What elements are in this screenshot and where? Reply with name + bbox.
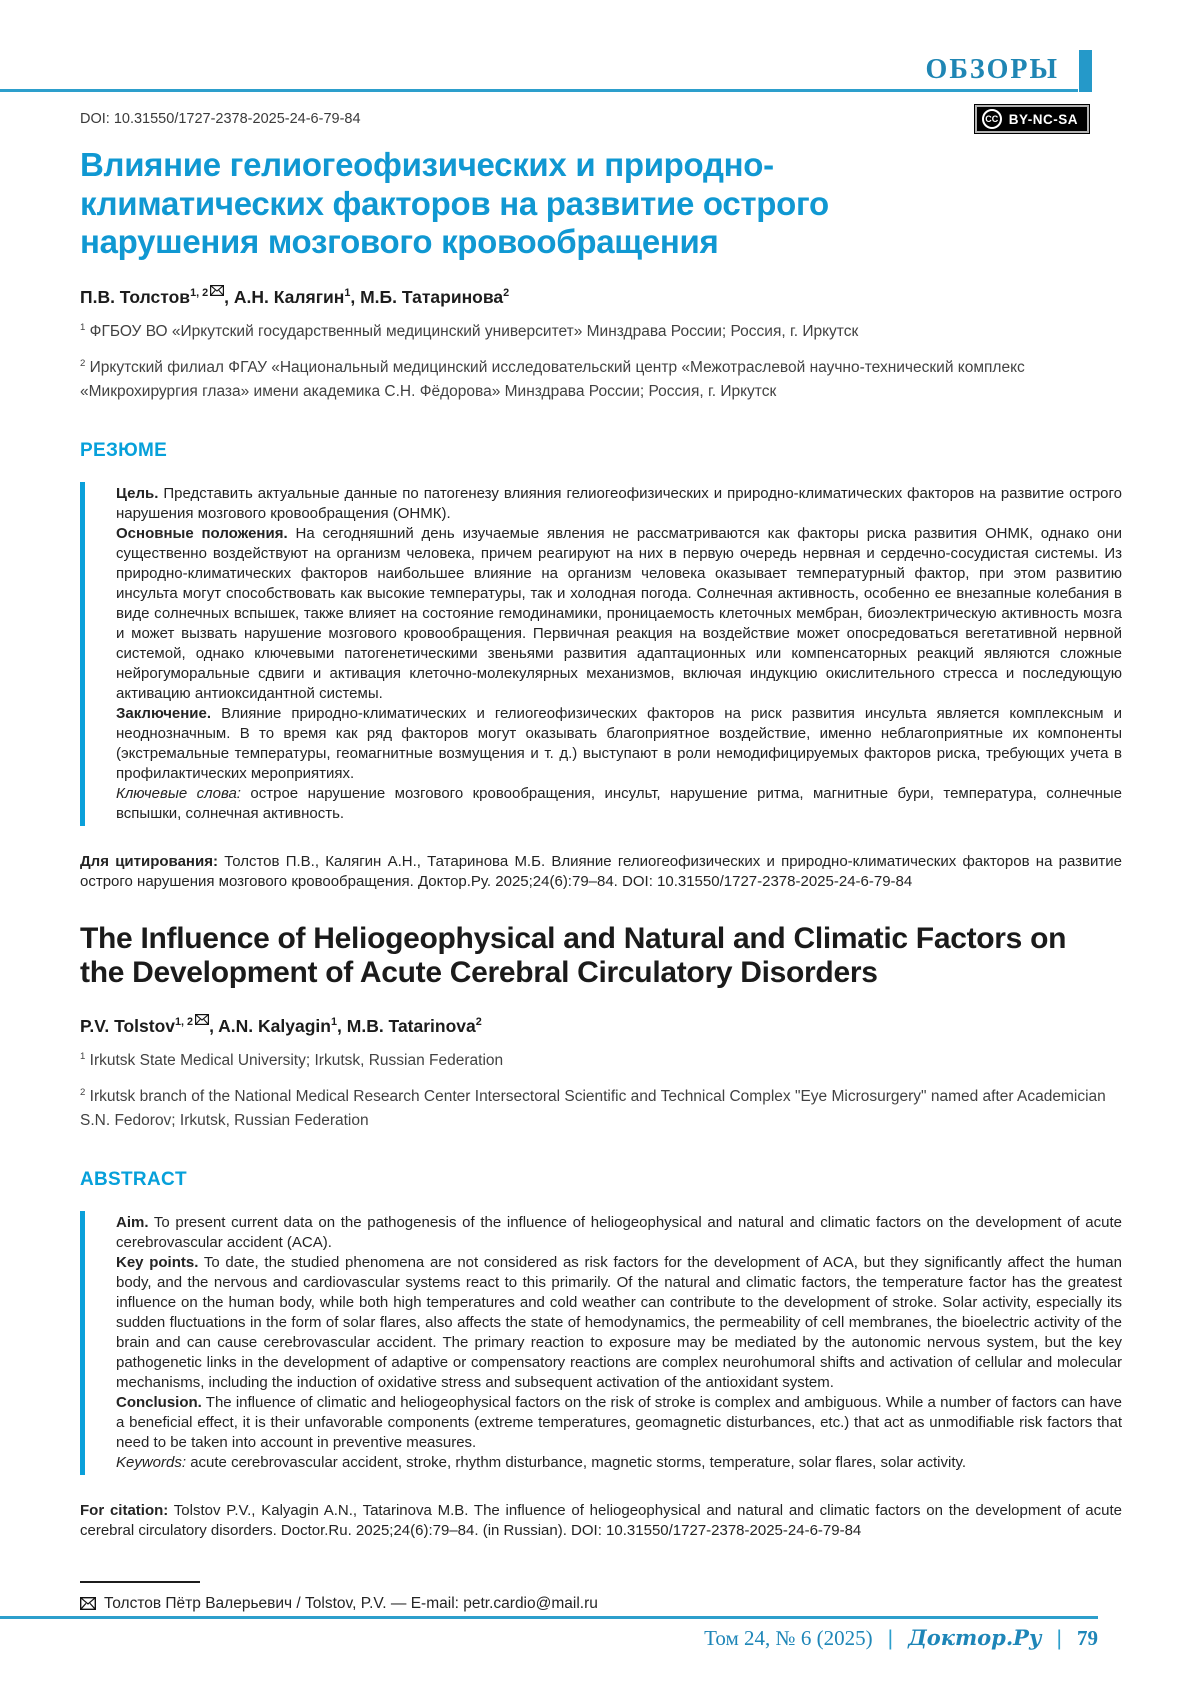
section-label: ОБЗОРЫ (925, 54, 1059, 85)
abstract-heading-en: ABSTRACT (80, 1168, 187, 1190)
abstract-conclusion-ru: Заключение. Влияние природно-климатических и гелиогеофизических факторов на риск развития инсульта является комплексным и неоднозначным. В то время как ряд факторов могут оказывать благоприятное воздействие, именно неблагоприятные их компоненты (экстремальные температуры, геомагнитные возмущения и т. д.) выступают в роли немодифицируемых факторов риска, требующих учета в профилактических мероприятиях. (116, 704, 1122, 782)
cc-license-badge[interactable] (974, 104, 1090, 134)
abstract-keypoints-ru: Основные положения. На сегодняшний день изучаемые явления не рассматриваются как факторы риска развития ОНМК, однако они существенно воздействуют на организм человека, причем реагируют на них в первую очередь нервная и сердечно-сосудистая системы. Из природно-климатических факторов наибольшее влияние на организм человека оказывает температурный фактор, при этом развитию инсульта могут способствовать как высокие температуры, так и холодная погода. Солнечная активность, особенно ее внезапные колебания в виде солнечных вспышек, также влияет на состояние гемодинамики, проницаемость клеточных мембран, биоэлектрическую активность мозга и может вызвать нарушение мозгового кровообращения. Первичная реакция на воздействие может опосредоваться вегетативной нервной системой, однако ключевыми патогенетическими звеньями развития адаптационных или компенсаторных реакций являются сложные нейрогуморальные сдвиги и активация клеточно-молекулярных механизмов, включая индукцию окислительного стресса и последующую активацию антиоксидантной системы. (116, 524, 1123, 702)
author: , A.N. Kalyagin$^1$ (209, 1016, 337, 1036)
page-number: 79 (1077, 1626, 1098, 1650)
cc-license-label: BY-NC-SA (1008, 111, 1078, 127)
abstract-block-en (80, 1211, 1122, 1475)
author: , М.Б. Татаринова$^2$ (350, 287, 509, 307)
journal-logo: Доктор.Ру (908, 1625, 1042, 1650)
section-header (0, 50, 1092, 92)
abstract-block-ru (80, 482, 1122, 826)
correspondence-line (80, 1595, 1122, 1613)
article-content (80, 146, 1122, 1613)
article-title-ru: Влияние гелиогеофизических и природно-климатических факторов на развитие острого нарушения мозгового кровообращения (80, 146, 829, 261)
doi-row (80, 104, 1090, 134)
abstract-conclusion-en: Conclusion. The influence of climatic and heliogeophysical factors on the risk of stroke is complex and ambiguous. While a number of factors can have a beneficial effect, it is their unfavorable components (extreme temperatures, geomagnetic disturbances, etc.) that act as unmodifiable risk factors that need to be taken into account in preventive measures. (116, 1393, 1122, 1451)
envelope-icon (80, 1597, 96, 1610)
footnote-rule (80, 1581, 200, 1583)
citation-en: For citation: Tolstov P.V., Kalyagin A.N., Tatarinova M.B. The influence of heliogeophysical and natural and climatic factors on the development of acute cerebral circulatory disorders. Doctor.Ru. 2025;24(6):79–84. (in Russian). DOI: 10.31550/1727-2378-2025-24-6-79-84 (80, 1501, 1122, 1539)
authors-ru (80, 280, 1122, 308)
abstract-keywords-en: Keywords: acute cerebrovascular accident, stroke, rhythm disturbance, magnetic storms, temperature, solar flares, solar activity. (116, 1453, 967, 1471)
section-accent-bar (1079, 50, 1092, 92)
authors-en (80, 1009, 1122, 1037)
cc-license-inner (977, 107, 1087, 131)
corresponding-author-icon (210, 280, 224, 301)
abstract-keypoints-en: Key points. To date, the studied phenomena are not considered as risk factors for the development of ACA, but they significantly affect the human body, and the nervous and cardiovascular systems react to this primarily. Of the natural and climatic factors, the temperature factor has the greatest influence on the human body, while both high temperatures and cold weather can contribute to the development of stroke. Solar activity, especially its sudden fluctuations in the form of solar flares, also affects the state of hemodynamics, the permeability of cell membranes, the bioelectric activity of the brain and can cause cerebrovascular accident. The primary reaction to exposure may be mediated by the autonomic nervous system, but the key pathogenetic links in the development of adaptive or compensatory reactions are complex neurohumoral shifts and activation of cellular and molecular mechanisms, including the induction of oxidative stress and subsequent activation of the antioxidant system. (116, 1253, 1122, 1391)
abstract-aim-en: Aim. To present current data on the pathogenesis of the influence of heliogeophysical and natural and climatic factors on the development of acute cerebrovascular accident (ACA). (116, 1213, 1122, 1251)
affiliation-en-1: $^1$ Irkutsk State Medical University; Irkutsk, Russian Federation (80, 1050, 504, 1069)
article-title-en: The Influence of Heliogeophysical and Natural and Climatic Factors on the Development of Acute Cerebral Circulatory Disorders (80, 921, 1067, 990)
author: П.В. Толстов$^{1, 2}$ (80, 287, 224, 307)
corresponding-author-icon (195, 1009, 209, 1030)
footer-volume: Том 24, № 6 (2025) (704, 1626, 873, 1650)
footer-separator: | (887, 1627, 894, 1650)
affiliation-ru-2: $^2$ Иркутский филиал ФГАУ «Национальный медицинский исследовательский центр «Межотраслевой научно-технический комплекс «Микрохирургия глаза» имени академика С.Н. Фёдорова» Минздрава России; Россия, г. Иркутск (80, 357, 1025, 400)
citation-ru: Для цитирования: Толстов П.В., Калягин А.Н., Татаринова М.Б. Влияние гелиогеофизических и природно-климатических факторов на развитие острого нарушения мозгового кровообращения. Доктор.Ру. 2025;24(6):79–84. DOI: 10.31550/1727-2378-2025-24-6-79-84 (80, 852, 1122, 890)
header-rule (0, 89, 1078, 92)
author: , M.B. Tatarinova$^2$ (337, 1016, 482, 1036)
correspondence-text: Толстов Пётр Валерьевич / Tolstov, P.V. — E-mail: petr.cardio@mail.ru (104, 1594, 598, 1612)
affiliation-en-2: $^2$ Irkutsk branch of the National Medical Research Center Intersectoral Scientific and Technical Complex "Eye Microsurgery" named after Academician S.N. Fedorov; Irkutsk, Russian Federation (80, 1086, 1106, 1129)
doi-text: DOI: 10.31550/1727-2378-2025-24-6-79-84 (80, 111, 361, 127)
affiliation-ru-1: $^1$ ФГБОУ ВО «Иркутский государственный медицинский университет» Минздрава России; Россия, г. Иркутск (80, 321, 859, 340)
abstract-heading-ru: РЕЗЮМЕ (80, 439, 168, 461)
footer (0, 1625, 1098, 1651)
abstract-keywords-ru: Ключевые слова: острое нарушение мозгового кровообращения, инсульт, нарушение ритма, магнитные бури, температура, солнечные вспышки, солнечная активность. (116, 784, 1122, 822)
abstract-aim-ru: Цель. Представить актуальные данные по патогенезу влияния гелиогеофизических и природно-климатических факторов на развитие острого нарушения мозгового кровообращения (ОНМК). (116, 484, 1122, 522)
footer-separator: | (1056, 1627, 1062, 1650)
author: , А.Н. Калягин$^1$ (224, 287, 350, 307)
author: P.V. Tolstov$^{1, 2}$ (80, 1016, 209, 1036)
footer-rule (0, 1616, 1098, 1619)
cc-icon: CC (982, 109, 1002, 129)
